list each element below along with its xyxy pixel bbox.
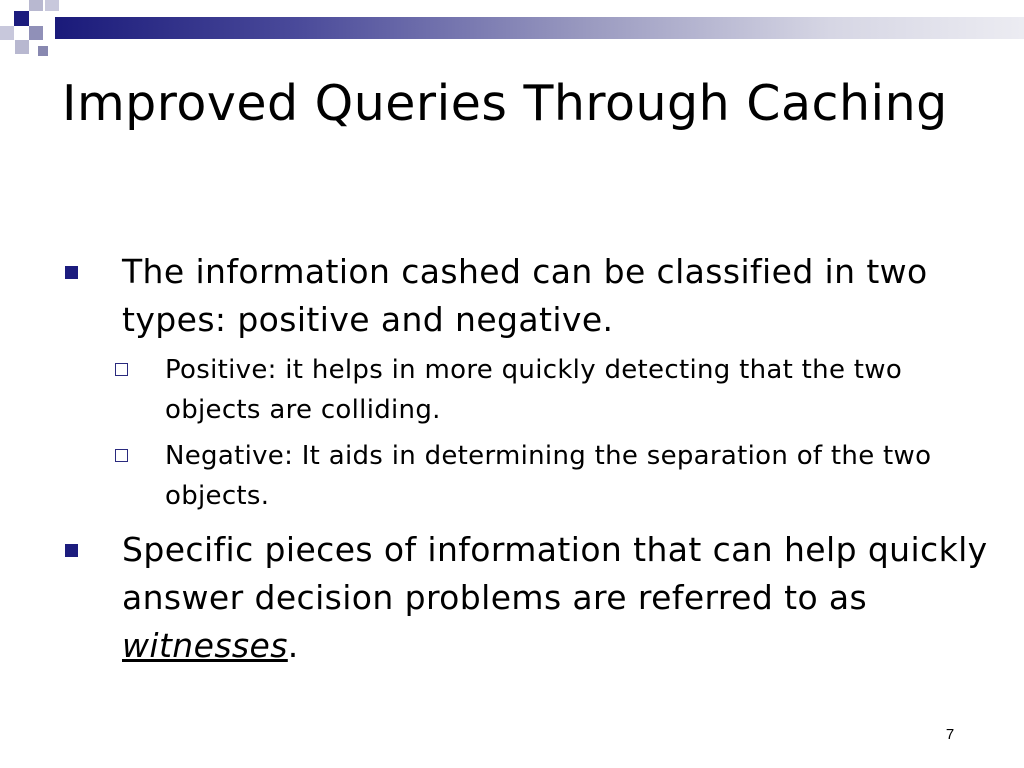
slide-title: Improved Queries Through Caching: [62, 75, 948, 132]
square-bullet-icon: [65, 266, 78, 279]
deco-square: [38, 46, 48, 56]
sub-bullet-item: [165, 350, 992, 430]
bullet-text: [122, 530, 988, 665]
deco-square: [29, 0, 43, 11]
hollow-square-bullet-icon: [115, 363, 128, 376]
bullet-text-part: .: [287, 626, 299, 665]
sub-bullet-text: Negative: It aids in determining the separation of the two objects.: [165, 441, 932, 511]
witnesses-term: witnesses: [122, 626, 288, 665]
sub-bullet-item: [165, 436, 992, 516]
deco-square: [0, 26, 14, 40]
bullet-item: [62, 248, 992, 344]
deco-square: [15, 40, 29, 54]
square-bullet-icon: [65, 544, 78, 557]
hollow-square-bullet-icon: [115, 449, 128, 462]
bullet-text: The information cashed can be classified in two types: positive and negative.: [122, 252, 928, 339]
deco-square: [29, 26, 43, 40]
sub-bullet-text: Positive: it helps in more quickly detecting that the two objects are colliding.: [165, 355, 903, 425]
header-gradient-bar: [55, 17, 1024, 39]
page-number: 7: [945, 726, 955, 743]
deco-square: [14, 11, 29, 26]
bullet-text-part: Specific pieces of information that can help quickly answer decision problems are referred to as: [122, 530, 988, 617]
bullet-item: [62, 526, 992, 670]
bullet-list: [62, 248, 992, 670]
deco-square: [45, 0, 59, 11]
